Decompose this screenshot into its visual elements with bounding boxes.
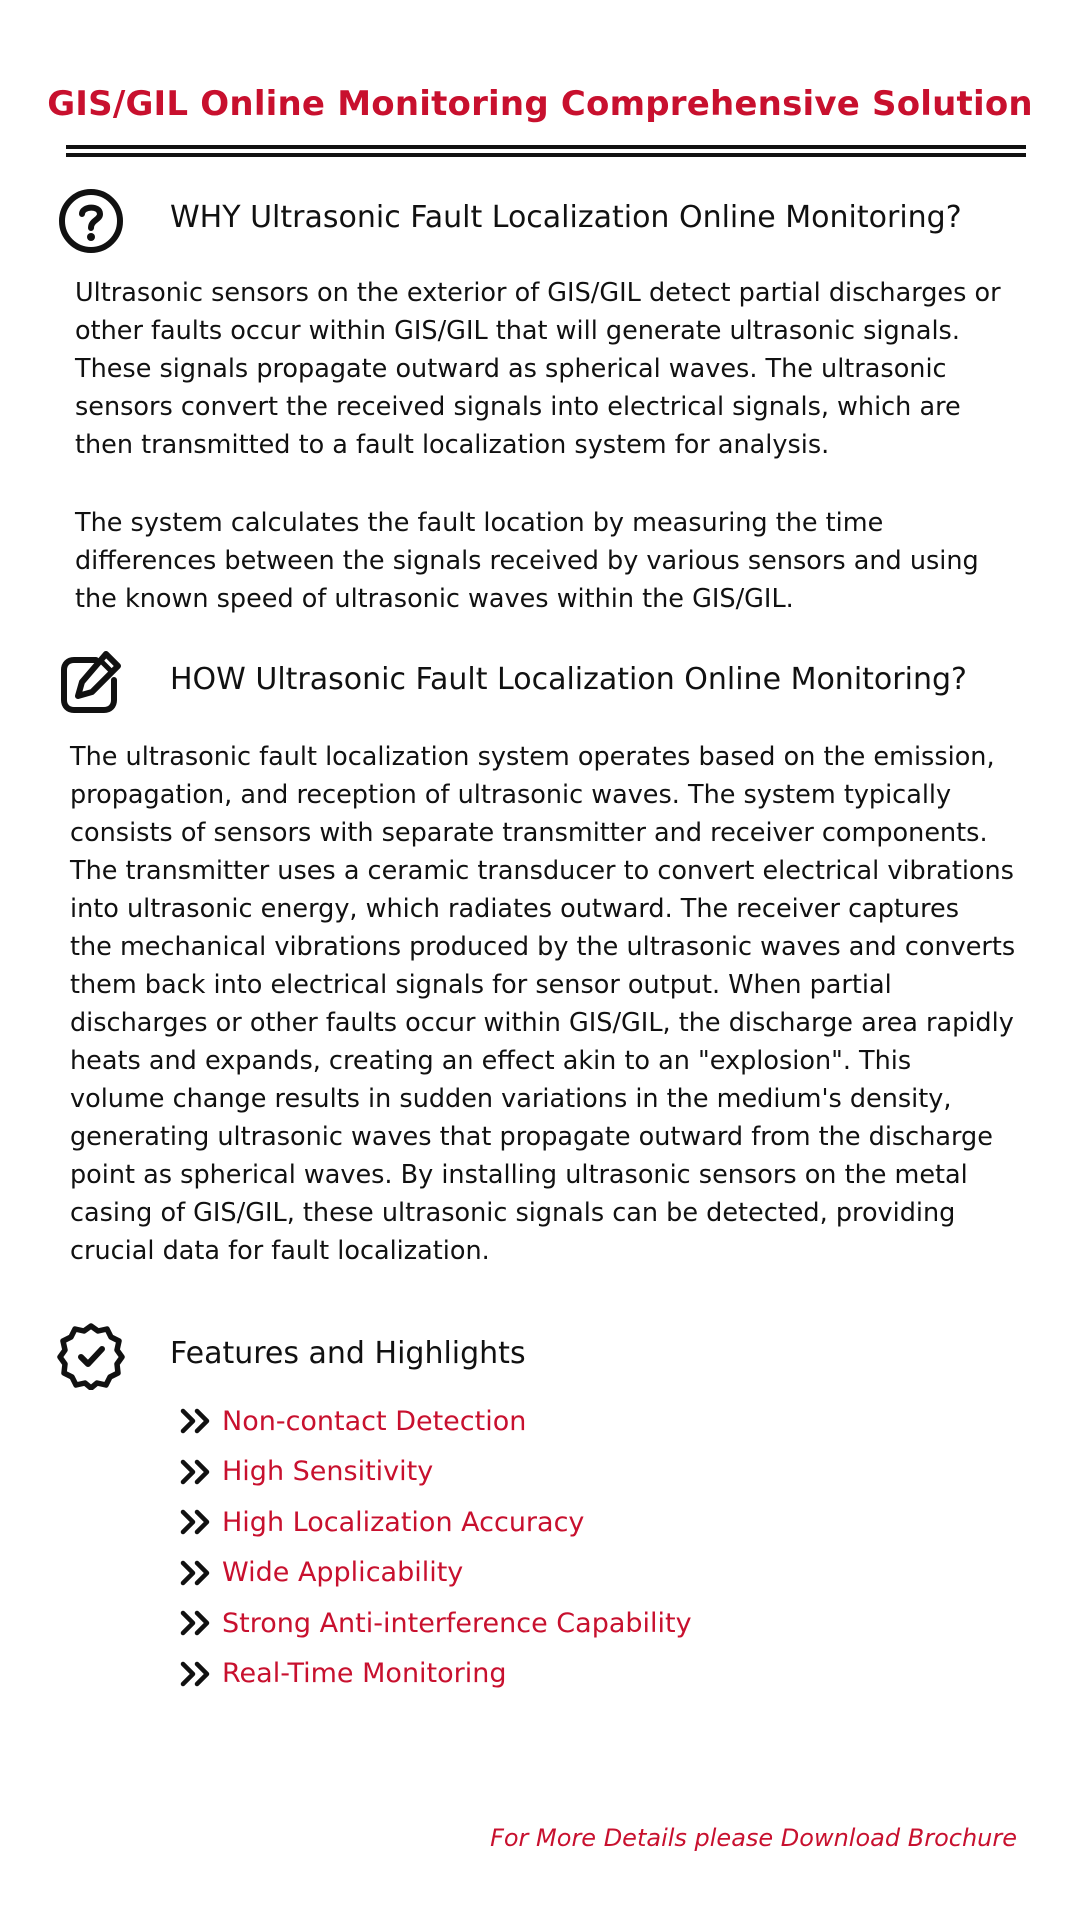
double-chevron-right-icon [180, 1610, 212, 1636]
feature-label: High Sensitivity [222, 1456, 434, 1488]
list-item [180, 1598, 692, 1649]
feature-label: Non-contact Detection [222, 1405, 527, 1437]
list-item [180, 1548, 692, 1599]
why-paragraph-2: The system calculates the fault location by measuring the time differences between the signals received by various sensors and using the known speed of ultrasonic waves within the GIS/GIL. [75, 508, 979, 614]
edit-pencil-icon [56, 648, 126, 718]
feature-label: High Localization Accuracy [222, 1506, 585, 1538]
feature-label: Strong Anti-interference Capability [222, 1607, 692, 1639]
list-item [180, 1649, 692, 1700]
page-title: GIS/GIL Online Monitoring Comprehensive Solution [47, 84, 1033, 124]
why-heading: WHY Ultrasonic Fault Localization Online Monitoring? [170, 200, 962, 235]
features-heading: Features and Highlights [170, 1336, 526, 1371]
question-circle-icon [56, 186, 126, 256]
how-heading: HOW Ultrasonic Fault Localization Online Monitoring? [170, 662, 967, 697]
double-chevron-right-icon [180, 1408, 212, 1434]
double-chevron-right-icon [180, 1560, 212, 1586]
double-chevron-right-icon [180, 1661, 212, 1687]
title-divider-bottom [66, 153, 1026, 157]
double-chevron-right-icon [180, 1509, 212, 1535]
list-item [180, 1396, 692, 1447]
why-paragraph-1: Ultrasonic sensors on the exterior of GIS/GIL detect partial discharges or other faults occur within GIS/GIL that will generate ultrasonic signals. These signals propagate outward as spherical waves. The ultrasonic sensors convert the received signals into electrical signals, which are then transmitted to a fault localization system for analysis. [75, 278, 1001, 460]
feature-label: Wide Applicability [222, 1557, 464, 1589]
how-paragraph: The ultrasonic fault localization system operates based on the emission, propagation, and reception of ultrasonic waves. The system typically consists of sensors with separate transmitter and receiver components. The transmitter uses a ceramic transducer to convert electrical vibrations into ultrasonic energy, which radiates outward. The receiver captures the mechanical vibrations produced by the ultrasonic waves and converts them back into electrical signals for sensor output. When partial discharges or other faults occur within GIS/GIL, the discharge area rapidly heats and expands, creating an effect akin to an "explosion". This volume change results in sudden variations in the medium's density, generating ultrasonic waves that propagate outward from the discharge point as spherical waves. By installing ultrasonic sensors on the metal casing of GIS/GIL, these ultrasonic signals can be detected, providing crucial data for fault localization. [70, 742, 1016, 1266]
badge-check-icon [56, 1320, 126, 1390]
title-divider-top [66, 145, 1026, 149]
features-list [180, 1396, 692, 1699]
list-item [180, 1447, 692, 1498]
download-brochure-link[interactable]: For More Details please Download Brochure [490, 1824, 1017, 1852]
double-chevron-right-icon [180, 1459, 212, 1485]
feature-label: Real-Time Monitoring [222, 1658, 507, 1690]
list-item [180, 1497, 692, 1548]
